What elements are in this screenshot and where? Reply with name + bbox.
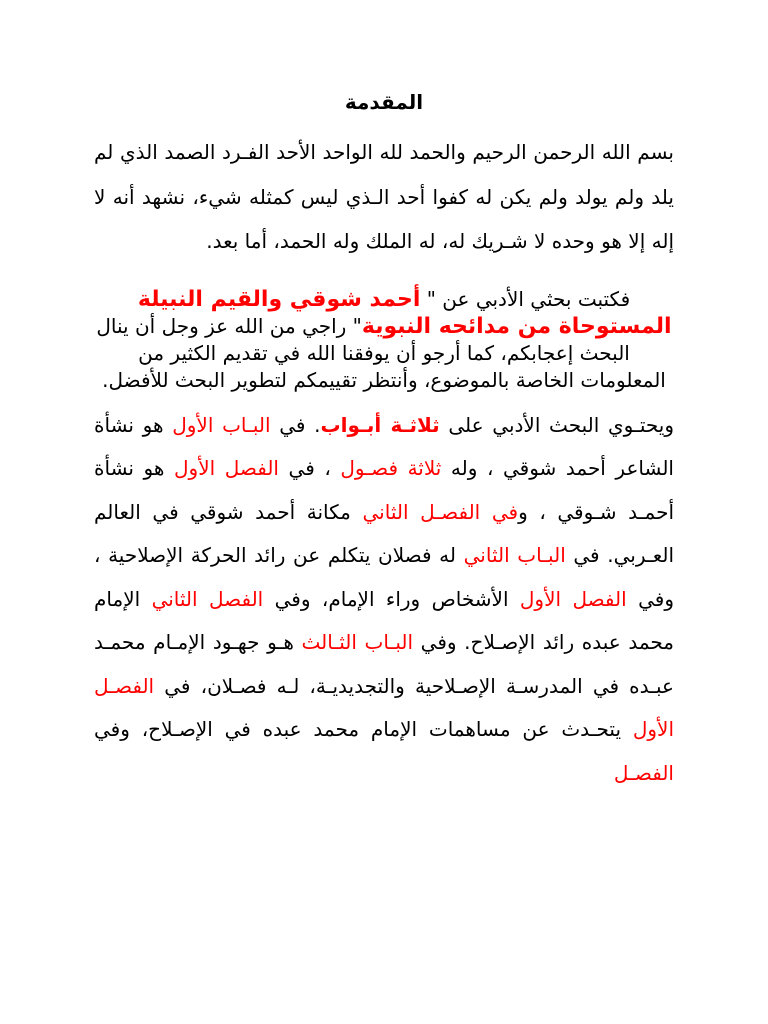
highlight-chapter-two: البـاب الثاني <box>463 543 566 567</box>
highlight-section-one: الفصل الأول <box>519 586 627 611</box>
structure-text: هـو جهـود الإمـام محمـد عبـده في المدرسـة الإصـلاحية والتجديديـة، لـه فصـلان، في <box>94 630 674 698</box>
structure-text: ، في <box>278 456 341 480</box>
highlight-chapter-three: البـاب الثـالث <box>301 630 414 654</box>
structure-text: هو نشأة أحمـد شـوقي ، و <box>94 456 674 524</box>
highlight-section-two: الفصل الثاني <box>151 586 264 611</box>
structure-paragraph <box>94 404 674 796</box>
topic-rest-text: " راجي من الله عز وجل أن ينال البحث إعجابكم، كما أرجو أن يوفقنا الله في تقديم الكثير من المعلومات الخاصة بالموضوع، وأنتظر تقييمكم لتطوير البحث للأفضل. <box>96 313 666 392</box>
structure-text: ويحتـوي البحث الأدبي على <box>439 412 674 437</box>
structure-text: الإمام محمد عبده رائد الإصـلاح. وفي <box>94 586 675 654</box>
structure-text: مكانة أحمد شوقي في العالم العـربي. في <box>94 499 675 567</box>
highlight-section-one: الفصـل الأول <box>94 673 674 741</box>
structure-text: الأشخاص وراء الإمام، وفي <box>263 586 520 611</box>
research-topic-title: أحمد شوقي والقيم النبيلة المستوحاة من مدائحه النبوية <box>137 286 672 339</box>
topic-intro-text: فكتبت بحثي الأدبي عن " <box>420 286 631 311</box>
structure-text: هو نشأة الشاعر أحمد شوقي ، وله <box>94 412 674 480</box>
highlight-chapter-one: البـاب الأول <box>172 412 271 437</box>
structure-text: له فصلان يتكلم عن رائد الحركة الإصلاحية ، وفي <box>94 543 674 611</box>
page-title: المقدمة <box>344 90 424 114</box>
highlight-section: الفصـل <box>613 760 674 785</box>
highlight-three-sections: ثلاثة فصـول <box>340 456 442 480</box>
research-topic-paragraph <box>94 286 674 394</box>
structure-text: . في <box>270 412 321 437</box>
highlight-three-chapters: ثلاثـة أبـواب <box>320 412 440 437</box>
structure-text: يتحـدث عن مساهمات الإمام محمد عبده في الإصـلاح، وفي <box>94 717 633 741</box>
highlight-section-one: الفصل الأول <box>174 456 279 480</box>
highlight-section-two: في الفصـل الثاني <box>362 499 519 524</box>
opening-paragraph: بسم الله الرحمن الرحيم والحمد لله الواحد الأحد الفـرد الصمد الذي لم يلد ولم يولد ولم يكن له كفوا أحد الـذي ليس كمثله شيء، نشهد أنه لا إله إلا هو وحده لا شـريك له، له الملك وله الحمد، أما بعد. <box>94 140 674 253</box>
